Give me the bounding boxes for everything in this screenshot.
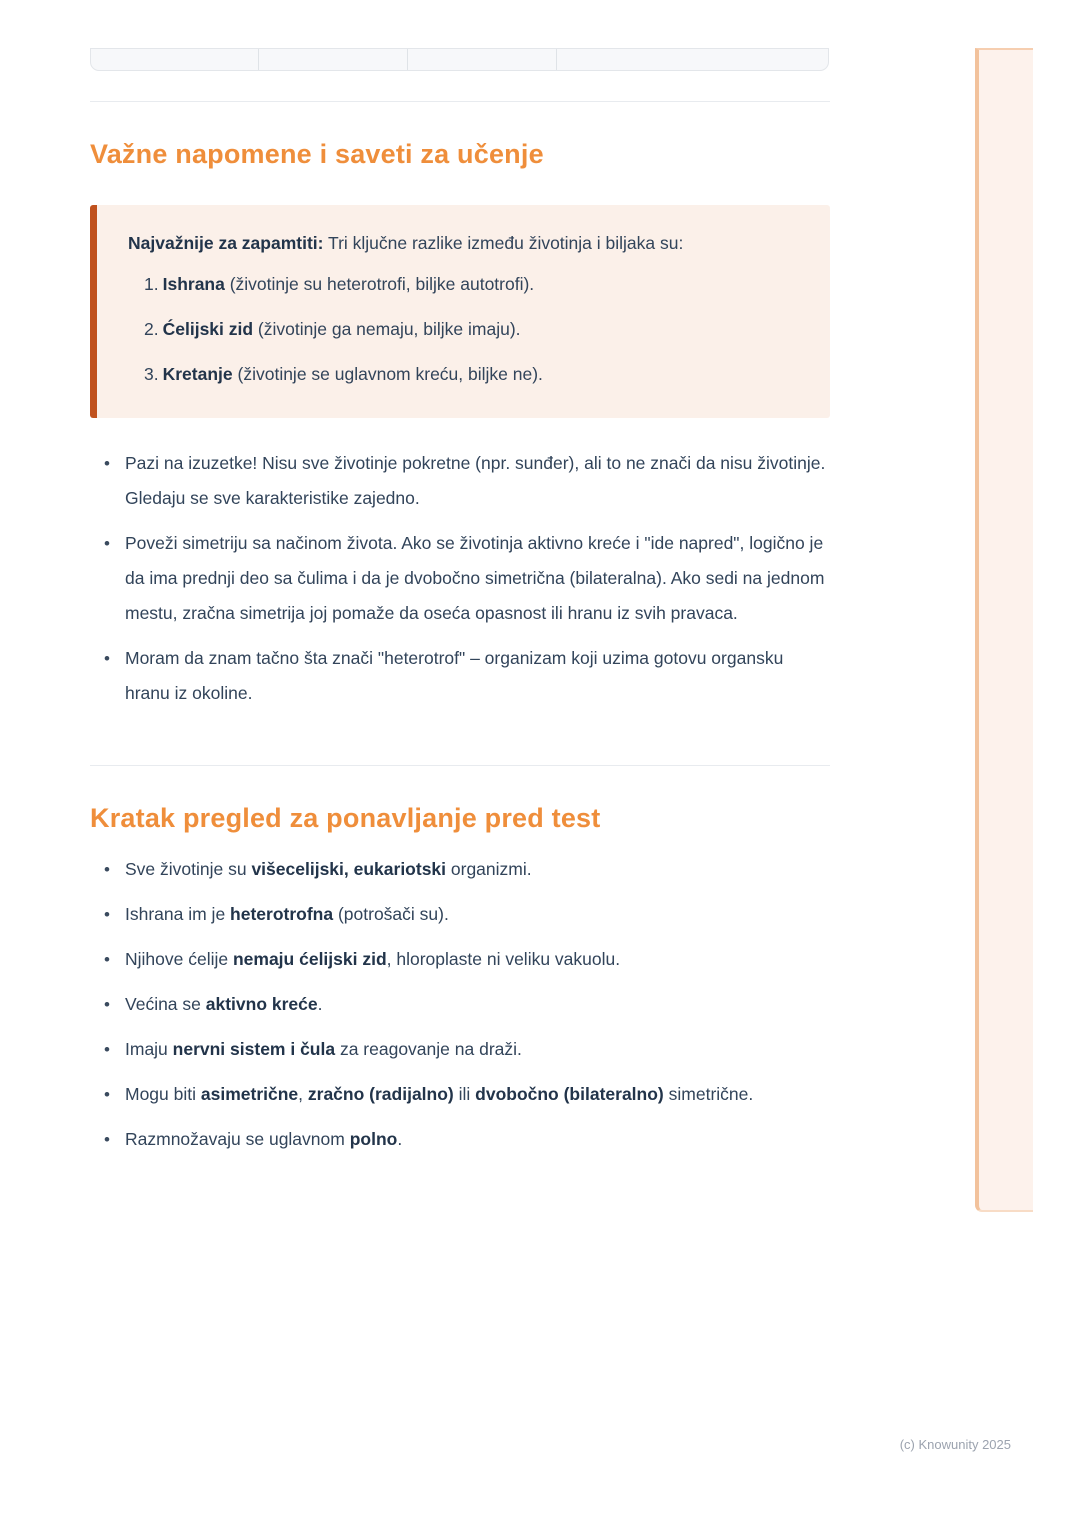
table-cell [557,49,828,70]
table-cell [259,49,408,70]
table-cell [408,49,557,70]
section-divider [90,765,830,766]
list-item: • Moram da znam tačno šta znači "heterotrof" – organizam koji uzima gotovu organsku hranu iz okoline. [90,641,830,711]
section-divider [90,101,830,102]
item-number: 3. [144,364,159,384]
list-item: • Poveži simetriju sa načinom života. Ako se životinja aktivno kreće i "ide napred", logično je da ima prednji deo sa čulima i da je dvobočno simetrična (bilateralna). Ako sedi na jednom mestu, zračna simetrija joj pomaže da oseća opasnost ili hranu iz svih pravaca. [90,526,830,631]
item-text: Ćelijski zid (životinje ga nemaju, biljke imaju). [162,319,521,339]
list-item: • Imaju nervni sistem i čula za reagovanje na draži. [90,1032,830,1067]
copyright-note: (c) Knowunity 2025 [899,1437,1011,1452]
list-item: • Većina se aktivno kreće. [90,987,830,1022]
table-fragment [90,48,829,71]
notes-bullet-list [90,446,830,721]
list-item: • Razmnožavaju se uglavnom polno. [90,1122,830,1157]
item-number: 2. [144,319,159,339]
list-item: • Pazi na izuzetke! Nisu sve životinje pokretne (npr. sunđer), ali to ne znači da nisu životinje. Gledaju se sve karakteristike zajedno. [90,446,830,516]
item-text: Kretanje (životinje se uglavnom kreću, biljke ne). [162,364,543,384]
review-bullet-list [90,852,830,1167]
section-title-pregled: Kratak pregled za ponavljanje pred test [90,803,601,833]
list-item: • Mogu biti asimetrične, zračno (radijalno) ili dvobočno (bilateralno) simetrične. [90,1077,830,1112]
next-page-edge-strip [975,48,1033,1212]
item-number: 1. [144,274,159,294]
item-text: Ishrana (životinje su heterotrofi, biljke autotrofi). [162,274,535,294]
list-item: • Sve životinje su višecelijski, eukariotski organizmi. [90,852,830,887]
section-title-napomene: Važne napomene i saveti za učenje [90,139,544,169]
list-item: • Njihove ćelije nemaju ćelijski zid, hloroplaste ni veliku vakuolu. [90,942,830,977]
callout-numbered-item [144,316,800,343]
callout-intro: Najvažnije za zapamtiti: Tri ključne razlike između životinja i biljaka su: [128,233,684,253]
list-item: • Ishrana im je heterotrofna (potrošači su). [90,897,830,932]
callout-numbered-item [144,361,800,388]
table-cell [91,49,259,70]
key-points-callout [90,205,830,418]
callout-numbered-item [144,271,800,298]
